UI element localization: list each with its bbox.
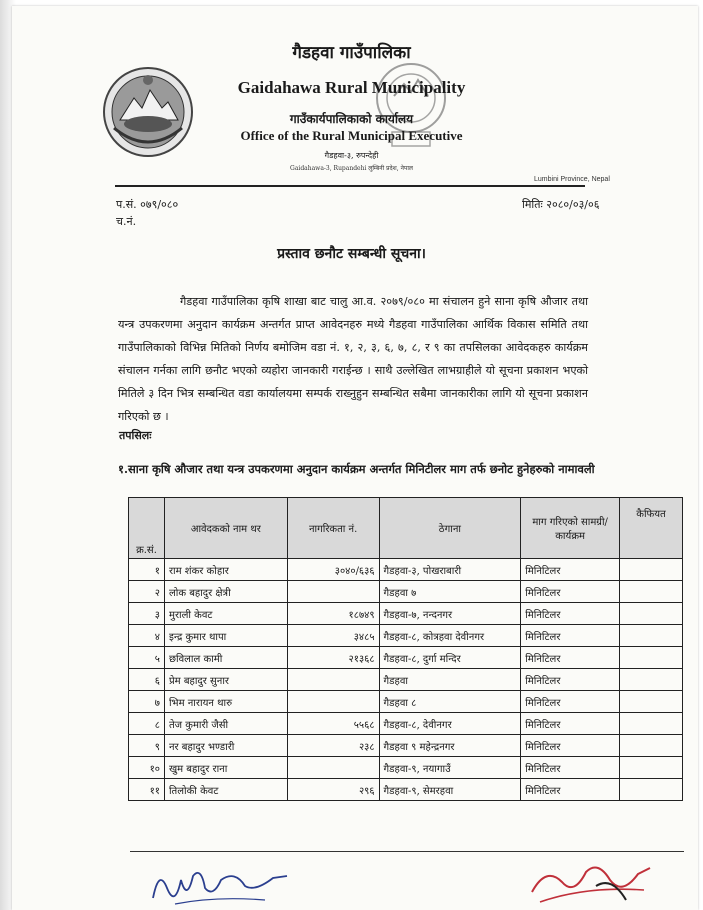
cell-sn: ३ (129, 603, 165, 625)
cell-name: मुराली केवट (164, 603, 287, 625)
cell-address: गैडहवा-८, दुर्गा मन्दिर (379, 647, 521, 669)
cell-address: गैडहवा (379, 669, 521, 691)
cell-citizenship: ३०४०/६३६ (287, 559, 379, 581)
notice-body-paragraph: गैडहवा गाउँपालिका कृषि शाखा बाट चालु आ.व. २०७९/०८० मा संचालन हुने साना कृषि औजार तथा यन्त्र उपकरणमा अनुदान कार्यक्रम अन्तर्गत प्राप्त आवेदनहरु मध्ये गैडहवा गाउँपालिका आर्थिक विकास समिति तथा गाउँपालिकाको विभिन्न मितिको निर्णय बमोजिम वडा नं. १, २, ३, ६, ७, ८, र ९ का तपसिलका आवेदकहरु कार्यक्रम संचालन गर्नका लागि छनौट भएको व्यहोरा जानकारी गराईन्छ । साथै उल्लेखित लाभग्राहीले यो सूचना प्रकाशन भएको मितिले ३ दिन भित्र सम्बन्धित वडा कार्यालयमा सम्पर्क राख्नुहुन सम्बन्धित सबैमा जानकारीका लागि यो सूचना प्रकाशन गरिएको छ । (118, 295, 588, 423)
header-office-np: गाउँकार्यपालिकाको कार्यालय (289, 112, 414, 126)
cell-name: खुम बहादुर राना (164, 757, 287, 779)
cell-address: गैडहवा ७ (379, 581, 521, 603)
column-header-sn: क्र.सं. (129, 498, 165, 559)
table-row (129, 647, 683, 669)
cell-sn: १ (129, 559, 165, 581)
header-name-en: Gaidahawa Rural Municipality (237, 78, 466, 97)
table-row (129, 625, 683, 647)
column-header-remarks: कैफियत (620, 498, 683, 559)
cell-citizenship: १८७४९ (287, 603, 379, 625)
cell-sn: ५ (129, 647, 165, 669)
cell-remarks (620, 757, 683, 779)
cell-sn: ८ (129, 713, 165, 735)
table-header-row (129, 498, 683, 559)
cell-sn: ९ (129, 735, 165, 757)
cell-citizenship (287, 669, 379, 691)
cell-address: गैडहवा-९, सेमरहवा (379, 779, 521, 801)
cell-citizenship: ५५६८ (287, 713, 379, 735)
header-office-en: Office of the Rural Municipal Executive (240, 128, 463, 143)
cell-remarks (620, 691, 683, 713)
dispatch-number: च.नं. (116, 215, 137, 228)
cell-remarks (620, 603, 683, 625)
cell-address: गैडहवा-८, देवीनगर (379, 713, 521, 735)
section-heading: १.साना कृषि औजार तथा यन्त्र उपकरणमा अनुदान कार्यक्रम अन्तर्गत मिनिटीलर माग तर्फ छनोट हुनेहरुको नामावली (118, 462, 595, 476)
column-header-name: आवेदकको नाम थर (164, 498, 287, 559)
cell-citizenship (287, 691, 379, 713)
column-header-citizenship: नागरिकता नं. (287, 498, 379, 559)
signature-divider (130, 851, 684, 852)
column-header-address: ठेगाना (379, 498, 521, 559)
table-row (129, 581, 683, 603)
cell-sn: ७ (129, 691, 165, 713)
table-row (129, 669, 683, 691)
notice-title: प्रस्ताव छनौट सम्बन्धी सूचना। (277, 246, 426, 262)
cell-citizenship: २१३६८ (287, 647, 379, 669)
cell-name: तेज कुमारी जैसी (164, 713, 287, 735)
cell-citizenship (287, 757, 379, 779)
details-label: तपसिलः (119, 429, 152, 442)
beneficiary-table (128, 497, 683, 801)
cell-remarks (620, 713, 683, 735)
table-row (129, 713, 683, 735)
cell-item: मिनिटिलर (521, 669, 620, 691)
table-row (129, 691, 683, 713)
cell-item: मिनिटिलर (521, 581, 620, 603)
cell-remarks (620, 735, 683, 757)
cell-remarks (620, 625, 683, 647)
cell-name: राम शंकर कोहार (164, 559, 287, 581)
cell-address: गैडहवा ८ (379, 691, 521, 713)
cell-sn: २ (129, 581, 165, 603)
cell-item: मिनिटिलर (521, 735, 620, 757)
signature-left-icon (145, 858, 295, 908)
cell-address: गैडहवा-३, पोखराबारी (379, 559, 521, 581)
header-ward: गैडहवा-३, रुपन्देही (324, 151, 379, 160)
cell-item: मिनिटिलर (521, 779, 620, 801)
cell-citizenship: ३४८५ (287, 625, 379, 647)
cell-remarks (620, 581, 683, 603)
header-address: Gaidahawa-3, Rupandehi लुम्बिनी प्रदेश, नेपाल (290, 165, 413, 172)
cell-name: भिम नारायन थारु (164, 691, 287, 713)
cell-name: तिलोकी केवट (164, 779, 287, 801)
cell-remarks (620, 647, 683, 669)
table-row (129, 735, 683, 757)
column-header-item: माग गरिएको सामग्री/कार्यक्रम (521, 498, 620, 559)
cell-name: लोक बहादुर क्षेत्री (164, 581, 287, 603)
header-divider (115, 185, 585, 187)
header-province: Lumbini Province, Nepal (534, 176, 610, 183)
cell-remarks (620, 779, 683, 801)
notice-body (118, 290, 588, 428)
cell-item: मिनिटिलर (521, 713, 620, 735)
cell-address: गैडहवा ९ महेन्द्रनगर (379, 735, 521, 757)
cell-sn: १० (129, 757, 165, 779)
cell-item: मिनिटिलर (521, 647, 620, 669)
cell-item: मिनिटिलर (521, 603, 620, 625)
notice-date: मितिः २०८०/०३/०६ (522, 198, 600, 211)
cell-item: मिनिटिलर (521, 757, 620, 779)
cell-sn: ११ (129, 779, 165, 801)
cell-address: गैडहवा-८, कोत्रहवा देवीनगर (379, 625, 521, 647)
cell-citizenship (287, 581, 379, 603)
signature-right-icon (526, 856, 656, 910)
cell-item: मिनिटिलर (521, 559, 620, 581)
header-name-np: गैडहवा गाउँपालिका (292, 43, 411, 63)
cell-citizenship: २९६ (287, 779, 379, 801)
cell-address: गैडहवा-७, नन्दनगर (379, 603, 521, 625)
table-row (129, 757, 683, 779)
table-row (129, 603, 683, 625)
cell-name: इन्द्र कुमार थापा (164, 625, 287, 647)
table-row (129, 559, 683, 581)
cell-item: मिनिटिलर (521, 691, 620, 713)
cell-sn: ४ (129, 625, 165, 647)
cell-remarks (620, 559, 683, 581)
cell-name: नर बहादुर भण्डारी (164, 735, 287, 757)
cell-item: मिनिटिलर (521, 625, 620, 647)
cell-citizenship: २३८ (287, 735, 379, 757)
cell-sn: ६ (129, 669, 165, 691)
cell-name: प्रेम बहादुर सुनार (164, 669, 287, 691)
table-row (129, 779, 683, 801)
cell-address: गैडहवा-९, नयागाउँ (379, 757, 521, 779)
cell-remarks (620, 669, 683, 691)
reference-number: प.सं. ०७९/०८० (116, 198, 179, 211)
cell-name: छविलाल कामी (164, 647, 287, 669)
